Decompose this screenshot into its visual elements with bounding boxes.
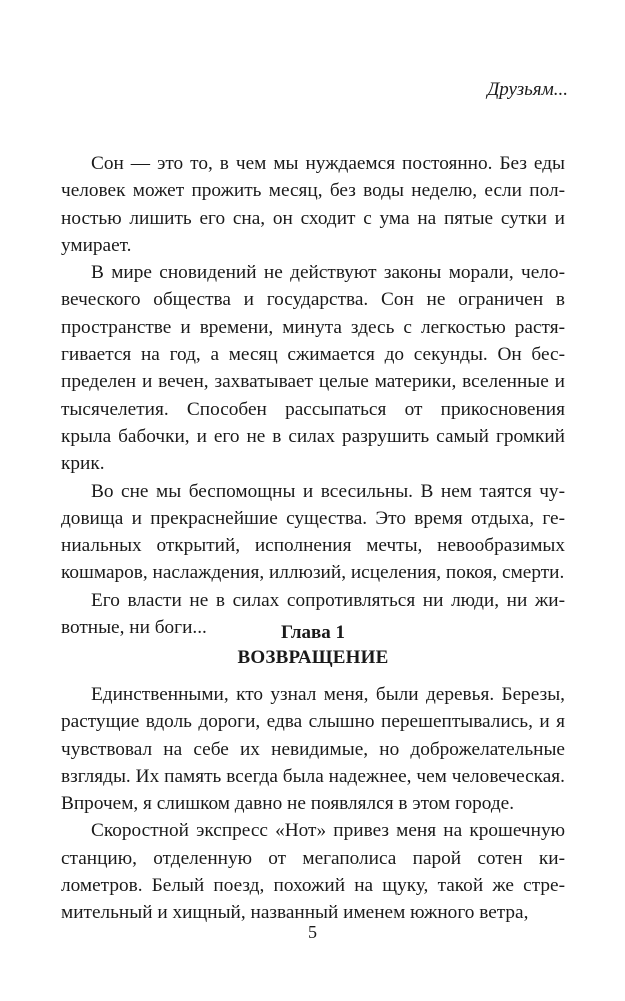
chapter-heading [61,620,565,670]
prologue-text [61,150,565,641]
page-number: 5 [308,922,317,942]
chapter-number: Глава 1 [280,622,346,643]
prologue-paragraph-2: В мире сновидений не действуют законы морали, человеческого общества и государства. Сон не ограничен в пространстве и времени, минута здесь с легкостью растягивается на год, а месяц сжимается до секунды. Он беспределен и вечен, захватывает целые материки, вселенные и тысячелетия. Способен рассыпаться от прикосновения крыла бабочки, и его не в силах разрушить самый громкий крик. [61,262,565,475]
prologue-paragraph-3: Во сне мы беспомощны и всесильны. В нем таятся чудовища и прекраснейшие существа. Это время отдыха, гениальных открытий, исполнения мечты, невообразимых кошмаров, наслаждения, иллюзий, исцеления, покоя, смерти. [61,480,565,584]
chapter-paragraph-2: Скоростной экспресс «Нот» привез меня на крошечную станцию, отделенную от мегаполиса парой сотен километров. Белый поезд, похожий на щуку, такой же стремительный и хищный, названный именем южного ветра, [61,820,565,924]
prologue-paragraph-1: Сон — это то, в чем мы нуждаемся постоянно. Без еды человек может прожить месяц, без воды неделю, если полностью лишить его сна, он сходит с ума на пятые сутки и умирает. [61,153,565,256]
prologue-paragraph-4: Его власти не в силах сопротивляться ни люди, ни животные, ни боги... [61,589,565,639]
chapter-body-text [61,681,565,927]
chapter-paragraph-1: Единственными, кто узнал меня, были деревья. Березы, растущие вдоль дороги, едва слышно перешептывались, и я чувствовал на себе их невидимые, но доброжелательные взгляды. Их память всегда была надежнее, чем человеческая. Впрочем, я слишком давно не появлялся в этом городе. [61,684,565,815]
chapter-title: ВОЗВРАЩЕНИЕ [237,647,389,668]
epigraph: Друзьям... [487,79,568,100]
